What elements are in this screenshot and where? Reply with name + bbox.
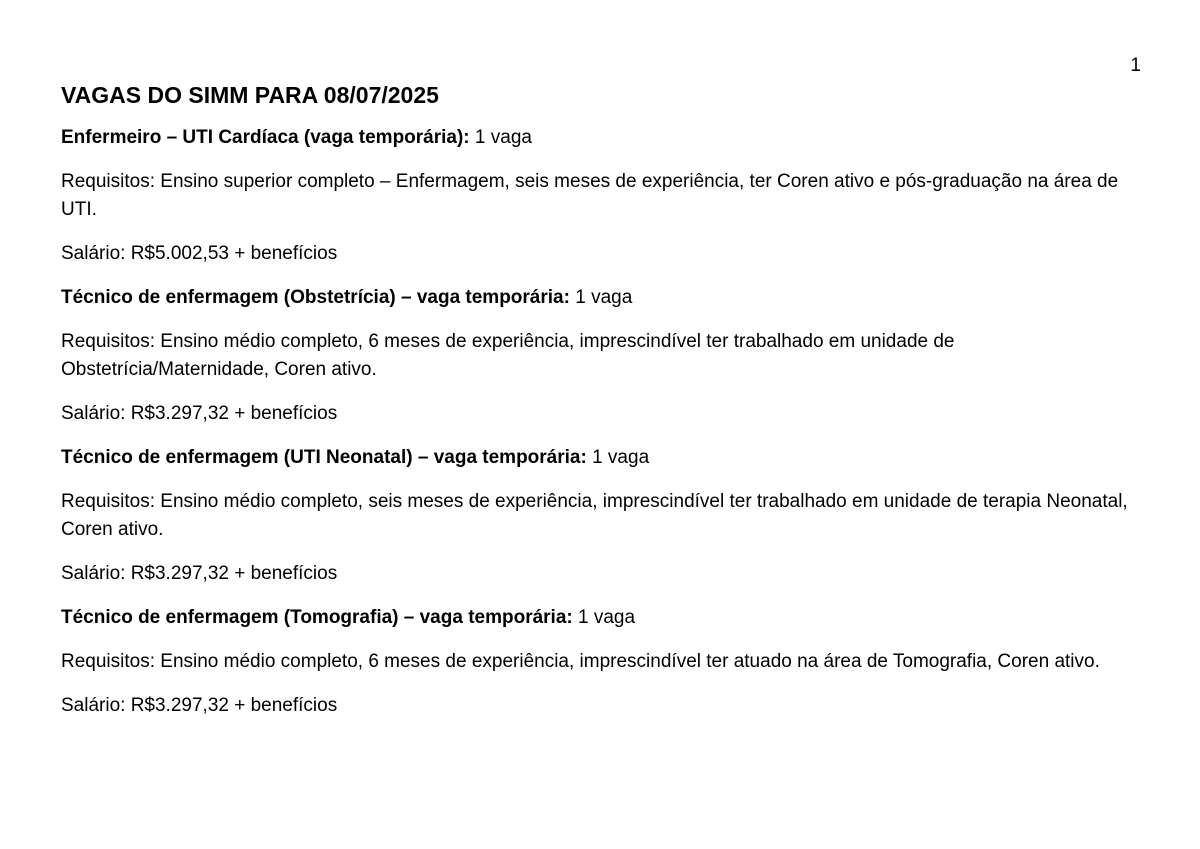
job-heading [61, 124, 1146, 152]
job-salary: Salário: R$3.297,32 + benefícios [61, 563, 338, 584]
job-vacancy-count: 1 vaga [586, 447, 650, 468]
job-title: Técnico de enfermagem (Obstetrícia) – vaga temporária: [61, 287, 570, 308]
job-salary: Salário: R$5.002,53 + benefícios [61, 243, 338, 264]
job-title: Técnico de enfermagem (Tomografia) – vaga temporária: [61, 607, 573, 628]
job-heading [61, 604, 1146, 632]
job-requirements: Requisitos: Ensino médio completo, 6 meses de experiência, imprescindível ter trabalhado em unidade de Obstetrícia/Maternidade, Coren ativo. [61, 331, 955, 380]
job-heading [61, 444, 1146, 472]
job-listing-enfermeiro-uti-cardiaca [61, 124, 1146, 268]
job-vacancy-count: 1 vaga [572, 607, 636, 628]
job-heading [61, 284, 1146, 312]
document-body [61, 80, 1146, 736]
job-title: Técnico de enfermagem (UTI Neonatal) – vaga temporária: [61, 447, 587, 468]
page-number: 1 [1130, 55, 1141, 76]
job-requirements: Requisitos: Ensino médio completo, 6 meses de experiência, imprescindível ter atuado na área de Tomografia, Coren ativo. [61, 651, 1100, 672]
job-listing-tecnico-uti-neonatal [61, 444, 1146, 588]
job-salary: Salário: R$3.297,32 + benefícios [61, 403, 338, 424]
job-vacancy-count: 1 vaga [569, 287, 633, 308]
job-vacancy-count: 1 vaga [469, 127, 532, 148]
job-requirements: Requisitos: Ensino médio completo, seis meses de experiência, imprescindível ter trabalhado em unidade de terapia Neonatal, Coren ativo. [61, 491, 1128, 540]
job-salary: Salário: R$3.297,32 + benefícios [61, 695, 338, 716]
job-listing-tecnico-tomografia [61, 604, 1146, 720]
job-title: Enfermeiro – UTI Cardíaca (vaga temporária): [61, 127, 470, 148]
job-listing-tecnico-obstetricia [61, 284, 1146, 428]
job-requirements: Requisitos: Ensino superior completo – Enfermagem, seis meses de experiência, ter Coren ativo e pós-graduação na área de UTI. [61, 171, 1119, 220]
page-title: VAGAS DO SIMM PARA 08/07/2025 [61, 82, 439, 108]
